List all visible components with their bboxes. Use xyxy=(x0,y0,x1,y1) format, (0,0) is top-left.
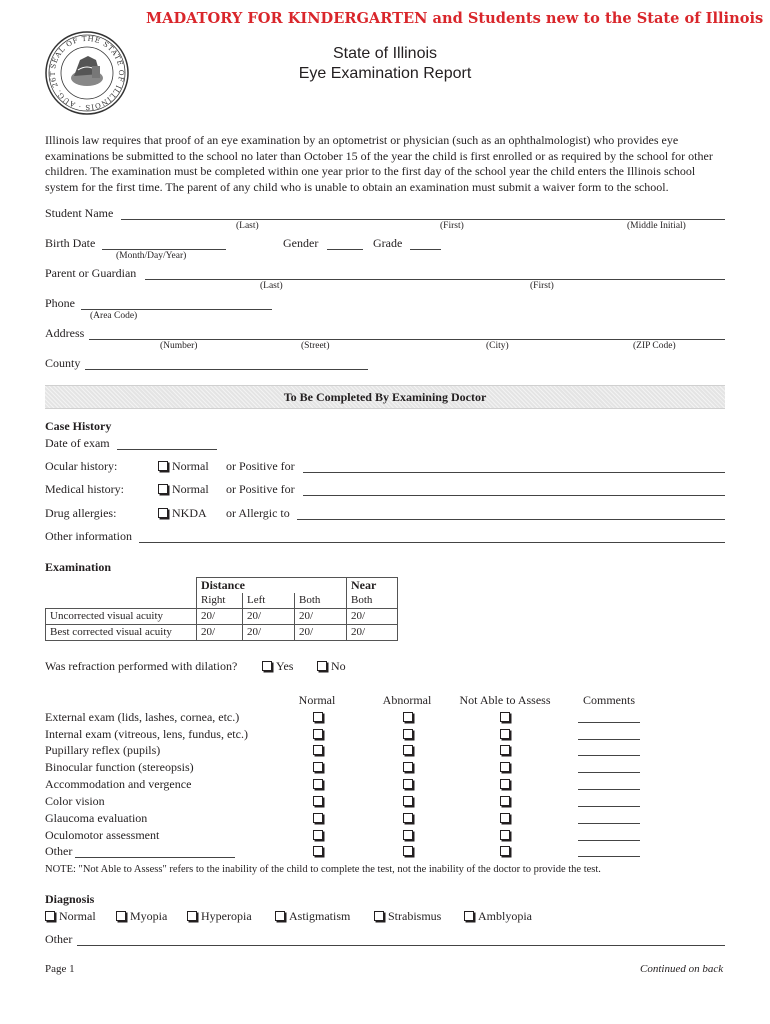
address-zip-hint: (ZIP Code) xyxy=(633,341,676,351)
county-field[interactable] xyxy=(85,369,368,370)
intro-paragraph: Illinois law requires that proof of an eye examination by an optometrist or physician (such as an ophthalmologist) who provides eye examinations be submitted to the school no later than October 15 of the year the child is first enrolled or as required by the school for other children. The examination must be completed within one year prior to the first day of the school year the child enters the Illinois school system for the first time. The parent of any child who is unable to obtain an examination must submit a waiver form to the school. xyxy=(45,133,713,194)
refraction-yes-checkbox[interactable] xyxy=(262,659,293,674)
ocular-normal-checkbox[interactable] xyxy=(158,459,209,474)
grade-field[interactable] xyxy=(410,249,441,250)
checkbox-icon xyxy=(158,508,168,518)
assessment-not-able-checkbox[interactable] xyxy=(500,729,510,739)
continued-on-back: Continued on back xyxy=(640,963,724,975)
header-comments: Comments xyxy=(582,693,635,707)
ocular-normal-label: Normal xyxy=(172,459,209,473)
assessment-row-label: Glaucoma evaluation xyxy=(45,811,148,825)
assessment-abnormal-checkbox[interactable] xyxy=(403,762,413,772)
county-label: County xyxy=(45,356,81,370)
phone-field[interactable] xyxy=(81,309,272,310)
examination-heading: Examination xyxy=(45,560,112,574)
assessment-abnormal-checkbox[interactable] xyxy=(403,830,413,840)
parent-label: Parent or Guardian xyxy=(45,266,137,280)
page-number: Page 1 xyxy=(45,963,75,975)
diagnosis-other-label: Other xyxy=(45,932,73,946)
medical-positive-field[interactable] xyxy=(303,495,725,496)
diagnosis-hyperopia-label: Hyperopia xyxy=(201,909,252,923)
assessment-abnormal-checkbox[interactable] xyxy=(403,813,413,823)
diagnosis-myopia-checkbox[interactable] xyxy=(116,909,167,924)
acuity-cell[interactable]: 20/ xyxy=(243,609,295,625)
student-last-hint: (Last) xyxy=(236,221,259,231)
grade-label: Grade xyxy=(373,236,403,250)
parent-last-hint: (Last) xyxy=(260,281,283,291)
col-both-near: Both xyxy=(347,593,398,609)
checkbox-icon xyxy=(317,661,327,671)
diagnosis-amblyopia-checkbox[interactable] xyxy=(464,909,532,924)
address-city-hint: (City) xyxy=(486,341,509,351)
assessment-not-able-checkbox[interactable] xyxy=(500,745,510,755)
area-code-hint: (Area Code) xyxy=(90,311,138,321)
table-row xyxy=(46,609,398,625)
assessment-comment-field[interactable] xyxy=(578,856,640,857)
assessment-row-label: Other xyxy=(45,844,73,858)
visual-acuity-table xyxy=(45,577,398,641)
assessment-normal-checkbox[interactable] xyxy=(313,846,323,856)
ocular-positive-field[interactable] xyxy=(303,472,725,473)
address-label: Address xyxy=(45,326,85,340)
assessment-comment-field[interactable] xyxy=(578,755,640,756)
diagnosis-astigmatism-label: Astigmatism xyxy=(289,909,351,923)
row-label: Uncorrected visual acuity xyxy=(46,609,197,625)
checkbox-icon xyxy=(158,484,168,494)
assessment-normal-checkbox[interactable] xyxy=(313,712,323,722)
diagnosis-astigmatism-checkbox[interactable] xyxy=(275,909,350,924)
header-normal: Normal xyxy=(298,693,336,707)
address-street-hint: (Street) xyxy=(301,341,330,351)
checkbox-icon xyxy=(262,661,272,671)
medical-positive-label: or Positive for xyxy=(226,482,295,496)
assessment-row-label: Binocular function (stereopsis) xyxy=(45,760,194,774)
distance-header: Distance xyxy=(197,578,347,594)
assessment-comment-field[interactable] xyxy=(578,739,640,740)
no-label: No xyxy=(331,659,346,673)
assessment-comment-field[interactable] xyxy=(578,840,640,841)
assessment-not-able-checkbox[interactable] xyxy=(500,762,510,772)
assessment-comment-field[interactable] xyxy=(578,722,640,723)
diagnosis-amblyopia-label: Amblyopia xyxy=(478,909,532,923)
acuity-cell[interactable]: 20/ xyxy=(243,625,295,641)
address-number-hint: (Number) xyxy=(160,341,198,351)
diagnosis-myopia-label: Myopia xyxy=(130,909,168,923)
svg-text:SEAL OF THE STATE OF ILLINOIS: SEAL OF THE STATE OF ILLINOIS · AUG. 26T xyxy=(48,34,126,112)
student-name-field[interactable] xyxy=(121,219,725,220)
form-title xyxy=(235,44,535,84)
checkbox-icon xyxy=(464,911,474,921)
assessment-row-label: Color vision xyxy=(45,794,105,808)
assessment-not-able-checkbox[interactable] xyxy=(500,846,510,856)
medical-normal-label: Normal xyxy=(172,482,209,496)
assessment-comment-field[interactable] xyxy=(578,806,640,807)
state-seal-logo xyxy=(44,30,130,116)
header-abnormal: Abnormal xyxy=(382,693,432,707)
col-both-distance: Both xyxy=(295,593,347,609)
assessment-comment-field[interactable] xyxy=(578,823,640,824)
checkbox-icon xyxy=(275,911,285,921)
refraction-no-checkbox[interactable] xyxy=(317,659,346,674)
diagnosis-strabismus-label: Strabismus xyxy=(388,909,442,923)
refraction-question: Was refraction performed with dilation? xyxy=(45,659,238,673)
parent-first-hint: (First) xyxy=(530,281,554,291)
date-of-exam-label: Date of exam xyxy=(45,436,110,450)
diagnosis-heading: Diagnosis xyxy=(45,892,95,906)
mandatory-banner: MADATORY FOR KINDERGARTEN and Students new to the State of Illinois xyxy=(146,10,764,27)
checkbox-icon xyxy=(45,911,55,921)
birth-date-label: Birth Date xyxy=(45,236,96,250)
allergic-to-field[interactable] xyxy=(297,519,725,520)
checkbox-icon xyxy=(158,461,168,471)
assessment-abnormal-checkbox[interactable] xyxy=(403,779,413,789)
assessment-not-able-checkbox[interactable] xyxy=(500,830,510,840)
diagnosis-other-field[interactable] xyxy=(77,945,725,946)
assessment-abnormal-checkbox[interactable] xyxy=(403,712,413,722)
diagnosis-normal-label: Normal xyxy=(59,909,96,923)
assessment-normal-checkbox[interactable] xyxy=(313,779,323,789)
birth-date-hint: (Month/Day/Year) xyxy=(116,251,187,261)
assessment-not-able-checkbox[interactable] xyxy=(500,712,510,722)
yes-label: Yes xyxy=(276,659,294,673)
assessment-comment-field[interactable] xyxy=(578,772,640,773)
nkda-checkbox[interactable] xyxy=(158,506,207,521)
row-label: Best corrected visual acuity xyxy=(46,625,197,641)
other-information-field[interactable] xyxy=(139,542,725,543)
ocular-history-label: Ocular history: xyxy=(45,459,118,473)
student-name-label: Student Name xyxy=(45,206,114,220)
near-header: Near xyxy=(347,578,398,594)
assessment-abnormal-checkbox[interactable] xyxy=(403,745,413,755)
parent-field[interactable] xyxy=(145,279,725,280)
other-assessment-field[interactable] xyxy=(75,857,235,858)
acuity-cell[interactable]: 20/ xyxy=(347,609,398,625)
assessment-normal-checkbox[interactable] xyxy=(313,796,323,806)
ocular-positive-label: or Positive for xyxy=(226,459,295,473)
assessment-normal-checkbox[interactable] xyxy=(313,745,323,755)
col-right: Right xyxy=(197,593,243,609)
birth-date-field[interactable] xyxy=(102,249,226,250)
assessment-normal-checkbox[interactable] xyxy=(313,762,323,772)
assessment-row-label: Accommodation and vergence xyxy=(45,777,192,791)
assessment-row-label: Pupillary reflex (pupils) xyxy=(45,743,161,757)
address-field[interactable] xyxy=(89,339,725,340)
assessment-normal-checkbox[interactable] xyxy=(313,729,323,739)
assessment-abnormal-checkbox[interactable] xyxy=(403,846,413,856)
assessment-comment-field[interactable] xyxy=(578,789,640,790)
diagnosis-hyperopia-checkbox[interactable] xyxy=(187,909,252,924)
acuity-cell[interactable]: 20/ xyxy=(347,625,398,641)
checkbox-icon xyxy=(116,911,126,921)
other-information-label: Other information xyxy=(45,529,132,543)
drug-allergies-label: Drug allergies: xyxy=(45,506,117,520)
table-row xyxy=(46,625,398,641)
checkbox-icon xyxy=(187,911,197,921)
diagnosis-normal-checkbox[interactable] xyxy=(45,909,96,924)
doctor-section-band xyxy=(45,385,725,409)
doctor-section-title: To Be Completed By Examining Doctor xyxy=(283,390,487,404)
header-not-able: Not Able to Assess xyxy=(459,693,551,707)
assessment-not-able-checkbox[interactable] xyxy=(500,813,510,823)
student-first-hint: (First) xyxy=(440,221,464,231)
assessment-not-able-checkbox[interactable] xyxy=(500,779,510,789)
student-middle-hint: (Middle Initial) xyxy=(627,221,686,231)
col-left: Left xyxy=(243,593,295,609)
date-of-exam-field[interactable] xyxy=(117,449,217,450)
acuity-cell[interactable]: 20/ xyxy=(197,609,243,625)
assessment-row-label: External exam (lids, lashes, cornea, etc.) xyxy=(45,710,240,724)
gender-label: Gender xyxy=(283,236,319,250)
assessment-row-label: Internal exam (vitreous, lens, fundus, etc.) xyxy=(45,727,248,741)
assessment-row-label: Oculomotor assessment xyxy=(45,828,160,842)
case-history-heading: Case History xyxy=(45,419,112,433)
title-line-1: State of Illinois xyxy=(332,45,438,62)
assessment-normal-checkbox[interactable] xyxy=(313,813,323,823)
gender-field[interactable] xyxy=(327,249,363,250)
assessment-abnormal-checkbox[interactable] xyxy=(403,796,413,806)
acuity-cell[interactable]: 20/ xyxy=(295,625,347,641)
assess-note: NOTE: "Not Able to Assess" refers to the inability of the child to complete the test, not the inability of the doctor to provide the test. xyxy=(45,864,601,875)
phone-label: Phone xyxy=(45,296,75,310)
diagnosis-strabismus-checkbox[interactable] xyxy=(374,909,441,924)
assessment-not-able-checkbox[interactable] xyxy=(500,796,510,806)
acuity-cell[interactable]: 20/ xyxy=(295,609,347,625)
assessment-abnormal-checkbox[interactable] xyxy=(403,729,413,739)
medical-history-label: Medical history: xyxy=(45,482,124,496)
assessment-normal-checkbox[interactable] xyxy=(313,830,323,840)
nkda-label: NKDA xyxy=(172,506,207,520)
acuity-cell[interactable]: 20/ xyxy=(197,625,243,641)
checkbox-icon xyxy=(374,911,384,921)
allergic-to-label: or Allergic to xyxy=(226,506,290,520)
title-line-2: Eye Examination Report xyxy=(298,65,472,82)
medical-normal-checkbox[interactable] xyxy=(158,482,209,497)
